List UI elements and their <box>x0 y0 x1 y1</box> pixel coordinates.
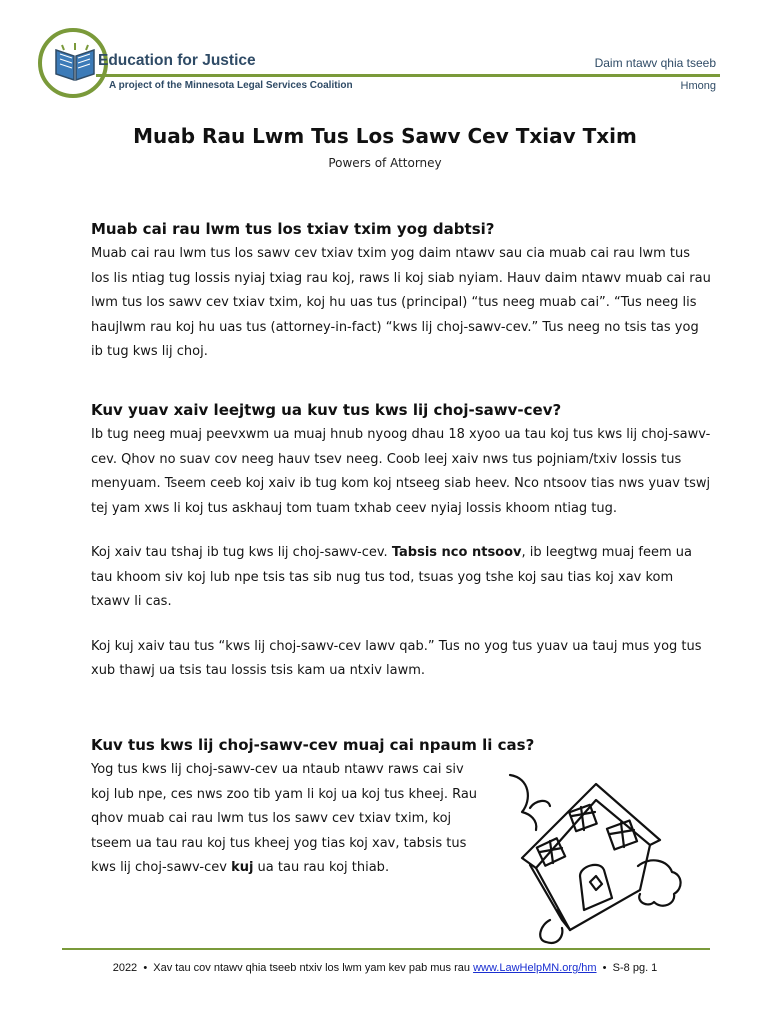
section-paragraph: Ib tug neeg muaj peevxwm ua muaj hnub nyoog dhau 18 xyoo ua tau koj tus kws lij choj-sawv-cev. Qhov no suav cov neeg hauv tsev neeg. Coob leej xaiv nws tus pojniam/txiv lossis tus menyuam. Tseem ceeb koj xaiv ib tug kom koj ntseeg siab heev. Nco ntsoov tias nws yuav tswj tej yam xws li koj tus askhauj tom tuam txhab ceev nyiaj lossis khoom ntiag tug. <box>91 427 711 516</box>
section-paragraph: Muab cai rau lwm tus los sawv cev txiav txim yog daim ntawv sau cia muab cai rau lwm tus los lis ntiag tug lossis nyiaj txiag rau koj, raws li koj siab nyiam. Hauv daim ntawv muab cai rau lwm tus los sawv cev txiav txim, koj hu uas tus (principal) “tus neeg muab cai”. “Tus neeg lis haujlwm rau koj hu uas tus (attorney-in-fact) “kws lij choj-sawv-cev.” Tus neeg no tsis tas yog ib tug kws lij choj. <box>91 246 711 359</box>
footer-year: 2022 <box>112 962 138 974</box>
section-heading: Muab cai rau lwm tus los txiav txim yog dabtsi? <box>91 220 495 238</box>
emphasis-text: kuj <box>231 860 254 875</box>
section-paragraph <box>91 541 711 615</box>
footer-page-number: S-8 pg. 1 <box>612 962 658 974</box>
book-icon <box>52 42 98 82</box>
section-heading: Kuv yuav xaiv leejtwg ua kuv tus kws lij choj-sawv-cev? <box>91 401 562 419</box>
section-who-to-choose <box>91 401 711 684</box>
section-heading: Kuv tus kws lij choj-sawv-cev muaj cai npaum li cas? <box>91 736 535 754</box>
text-run: ua tau rau koj thiab. <box>253 860 390 875</box>
text-run: Yog tus kws lij choj-sawv-cev ua ntaub ntawv raws cai siv koj lub npe, ces nws zoo tib yam li koj ua koj tus kheej. Rau qhov muab cai rau lwm tus los sawv cev txiav txim, koj tseem ua tau rau koj tus kheej yog tias koj xav, tabsis tus kws lij choj-sawv-cev <box>91 762 478 875</box>
text-run: Koj xaiv tau tshaj ib tug kws lij choj-sawv-cev. <box>91 545 392 560</box>
text-run: , ib leegtwg muaj feem ua tau khoom siv koj lub npe tsis tas sib nug tus tod, tsuas yog tshe koj sau tias koj xav kom txawv li cas. <box>91 545 692 609</box>
page-header <box>0 0 770 110</box>
org-name: Education for Justice <box>98 52 256 69</box>
section-paragraph: Koj kuj xaiv tau tus “kws lij choj-sawv-cev lawv qab.” Tus no yog tus yuav ua tauj mus yog tus xub thawj ua tsis tau lossis tsis kam ua ntxiv lawm. <box>91 638 702 678</box>
emphasis-text: Tabsis nco ntsoov <box>391 545 522 560</box>
page-subtitle: Powers of Attorney <box>328 156 442 170</box>
footer-rule <box>62 948 710 950</box>
org-subtitle: A project of the Minnesota Legal Services Coalition <box>109 80 353 91</box>
language-label-1: Daim ntawv qhia tseeb <box>594 56 716 70</box>
bullet-separator: • <box>602 962 607 974</box>
section-what-is <box>91 220 711 365</box>
house-illustration <box>500 770 700 945</box>
page-footer <box>0 962 770 974</box>
page-title: Muab Rau Lwm Tus Los Sawv Cev Txiav Txim <box>133 124 637 148</box>
lawhelpmn-link[interactable]: www.LawHelpMN.org/hm <box>473 962 597 974</box>
section-paragraph <box>91 758 486 881</box>
header-rule <box>96 74 720 77</box>
footer-text: Xav tau cov ntawv qhia tseeb ntxiv los lwm yam kev pab mus rau <box>153 962 470 974</box>
language-label-2: Hmong <box>680 80 716 92</box>
bullet-separator: • <box>143 962 148 974</box>
